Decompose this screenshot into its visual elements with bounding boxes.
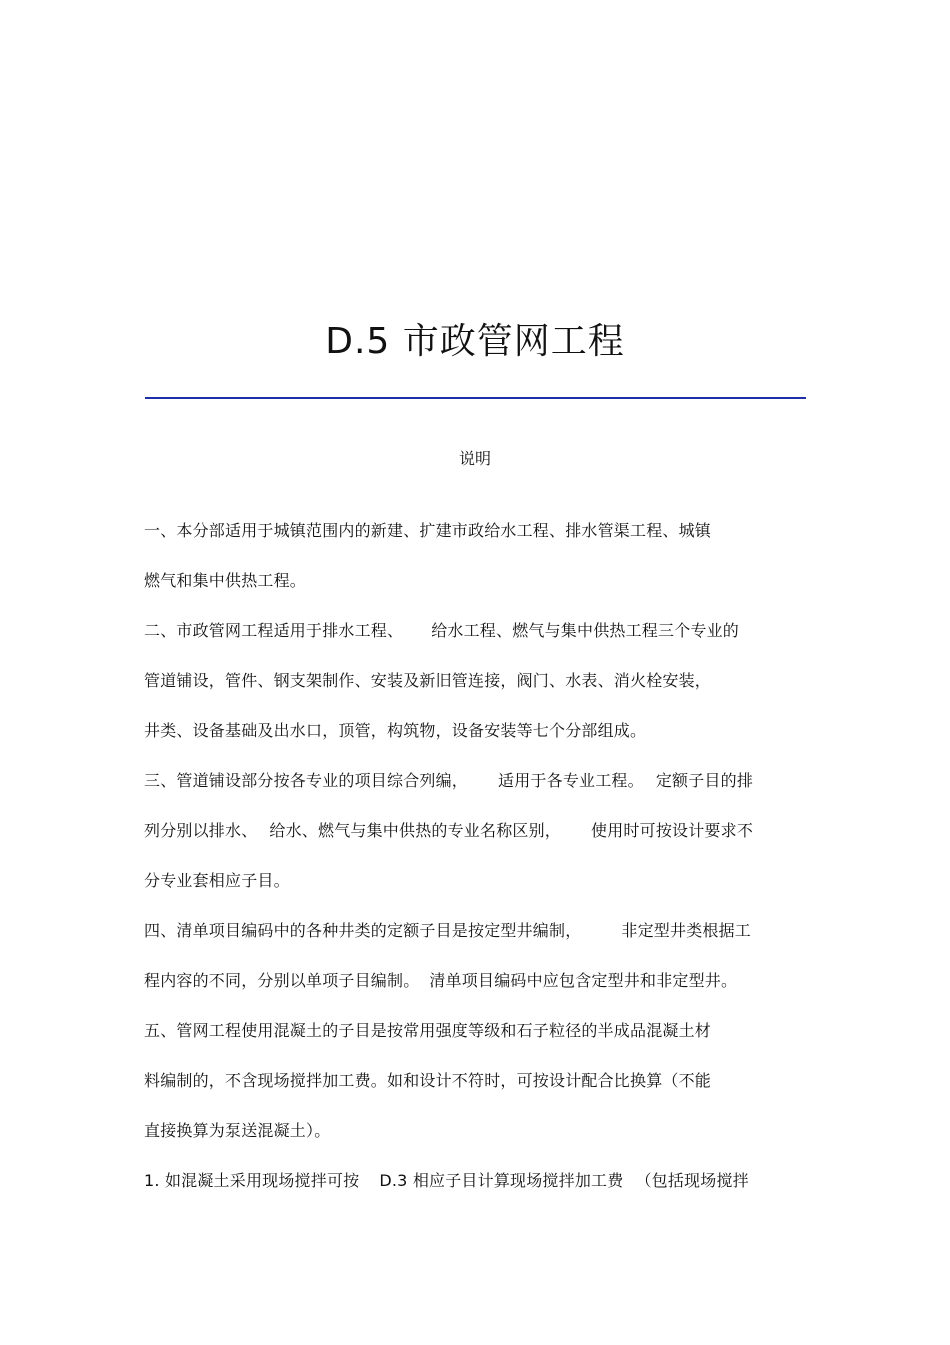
paragraph-line: 分专业套相应子目。 bbox=[144, 871, 290, 890]
section-heading: 说明 bbox=[458, 449, 491, 468]
paragraph-line: 料编制的，不含现场搅拌加工费。如和设计不符时，可按设计配合比换算（不能 bbox=[144, 1071, 712, 1090]
page-title: D.5 市政管网工程 bbox=[325, 321, 625, 362]
paragraph-line: 三、管道铺设部分按各专业的项目综合列编， 适用于各专业工程。 定额子目的排 bbox=[144, 771, 754, 790]
paragraph-line: 程内容的不同，分别以单项子目编制。 清单项目编码中应包含定型井和非定型井。 bbox=[144, 971, 738, 990]
paragraph-line: 列分别以排水、 给水、燃气与集中供热的专业名称区别， 使用时可按设计要求不 bbox=[144, 821, 754, 840]
paragraph-line: 一、本分部适用于城镇范围内的新建、扩建市政给水工程、排水管渠工程、城镇 bbox=[144, 521, 712, 540]
paragraph-line: 井类、设备基础及出水口，顶管，构筑物，设备安装等七个分部组成。 bbox=[144, 721, 647, 740]
paragraph-line: 直接换算为泵送混凝土）。 bbox=[144, 1121, 331, 1140]
paragraph-line: 四、清单项目编码中的各种井类的定额子目是按定型井编制， 非定型井类根据工 bbox=[144, 921, 752, 940]
title-divider bbox=[145, 397, 806, 399]
paragraph-line: 五、管网工程使用混凝土的子目是按常用强度等级和石子粒径的半成品混凝土材 bbox=[144, 1021, 712, 1040]
paragraph-line: 1. 如混凝土采用现场搅拌可按 D.3 相应子目计算现场搅拌加工费 （包括现场搅拌 bbox=[144, 1171, 749, 1190]
paragraph-line: 管道铺设，管件、钢支架制作、安装及新旧管连接，阀门、水表、消火栓安装， bbox=[144, 671, 712, 690]
paragraph-line: 燃气和集中供热工程。 bbox=[144, 571, 307, 590]
paragraph-line: 二、市政管网工程适用于排水工程、 给水工程、燃气与集中供热工程三个专业的 bbox=[144, 621, 740, 640]
